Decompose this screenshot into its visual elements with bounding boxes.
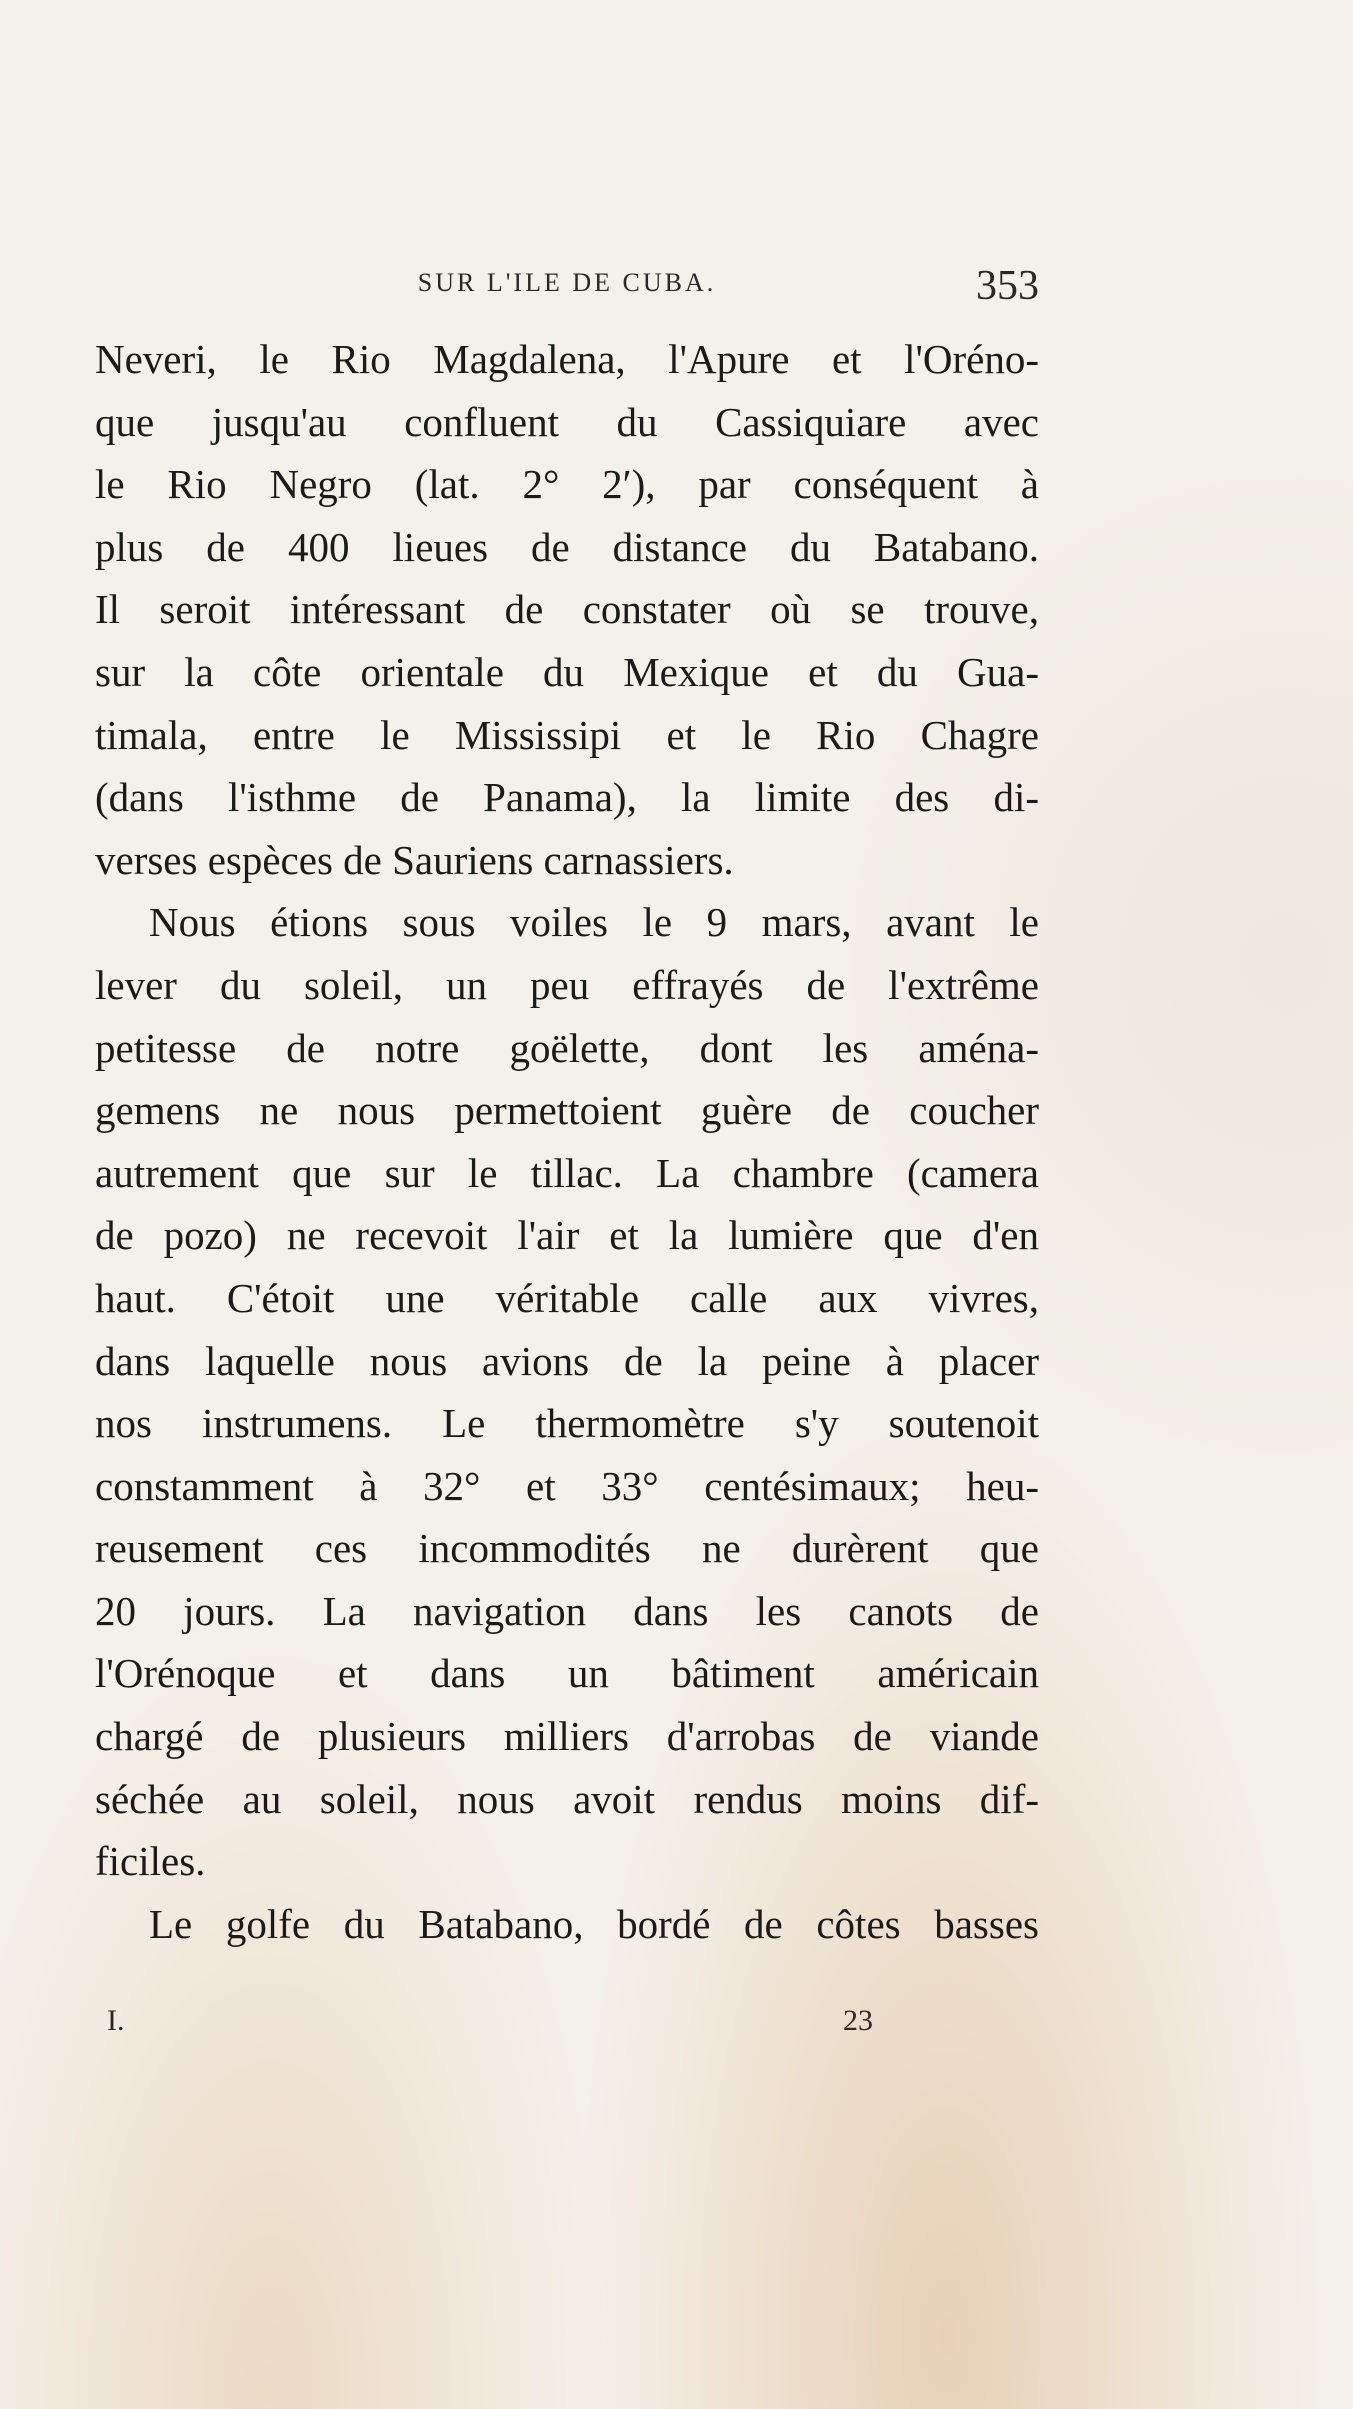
signature-number: 23 bbox=[843, 2004, 873, 2037]
text-line: haut. C'étoit une véritable calle aux vivres, bbox=[95, 1274, 1039, 1321]
text-line: (dans l'isthme de Panama), la limite des di- bbox=[95, 774, 1039, 821]
text-line: 20 jours. La navigation dans les canots de bbox=[95, 1587, 1039, 1634]
body-text bbox=[95, 328, 1039, 1955]
text-line: sur la côte orientale du Mexique et du Gua- bbox=[95, 648, 1039, 695]
page-number: 353 bbox=[976, 263, 1039, 309]
text-line: séchée au soleil, nous avoit rendus moins dif- bbox=[95, 1775, 1039, 1822]
text-line: le Rio Negro (lat. 2° 2′), par conséquent à bbox=[95, 461, 1039, 508]
text-line: lever du soleil, un peu effrayés de l'extrême bbox=[95, 961, 1039, 1008]
text-line: de pozo) ne recevoit l'air et la lumière que d'en bbox=[95, 1212, 1039, 1259]
text-line: ficiles. bbox=[95, 1838, 206, 1885]
text-line: petitesse de notre goëlette, dont les aména- bbox=[95, 1024, 1039, 1071]
text-line: autrement que sur le tillac. La chambre (camera bbox=[95, 1149, 1039, 1196]
text-line: dans laquelle nous avions de la peine à placer bbox=[95, 1337, 1039, 1384]
signature-mark: I. bbox=[107, 2004, 125, 2037]
text-line: plus de 400 lieues de distance du Batabano. bbox=[95, 523, 1039, 570]
text-line: l'Orénoque et dans un bâtiment américain bbox=[95, 1650, 1039, 1697]
text-line: Il seroit intéressant de constater où se trouve, bbox=[95, 586, 1039, 633]
text-line: Neveri, le Rio Magdalena, l'Apure et l'Oréno- bbox=[95, 336, 1039, 382]
running-title: SUR L'ILE DE CUBA. bbox=[417, 268, 717, 297]
text-line: Nous étions sous voiles le 9 mars, avant le bbox=[149, 899, 1039, 946]
text-line: chargé de plusieurs milliers d'arrobas de viande bbox=[95, 1713, 1039, 1760]
page-footer bbox=[95, 2004, 1039, 2044]
text-line: que jusqu'au confluent du Cassiquiare avec bbox=[95, 398, 1039, 445]
text-line: reusement ces incommodités ne durèrent que bbox=[95, 1525, 1039, 1572]
text-line: verses espèces de Sauriens carnassiers. bbox=[95, 836, 734, 883]
text-line: gemens ne nous permettoient guère de coucher bbox=[95, 1087, 1039, 1134]
text-line: nos instrumens. Le thermomètre s'y soutenoit bbox=[95, 1400, 1039, 1447]
text-line: timala, entre le Mississipi et le Rio Chagre bbox=[95, 711, 1039, 758]
text-line: Le golfe du Batabano, bordé de côtes basses bbox=[149, 1900, 1039, 1947]
page-header bbox=[95, 262, 1039, 312]
text-line: constamment à 32° et 33° centésimaux; heu- bbox=[95, 1462, 1039, 1509]
